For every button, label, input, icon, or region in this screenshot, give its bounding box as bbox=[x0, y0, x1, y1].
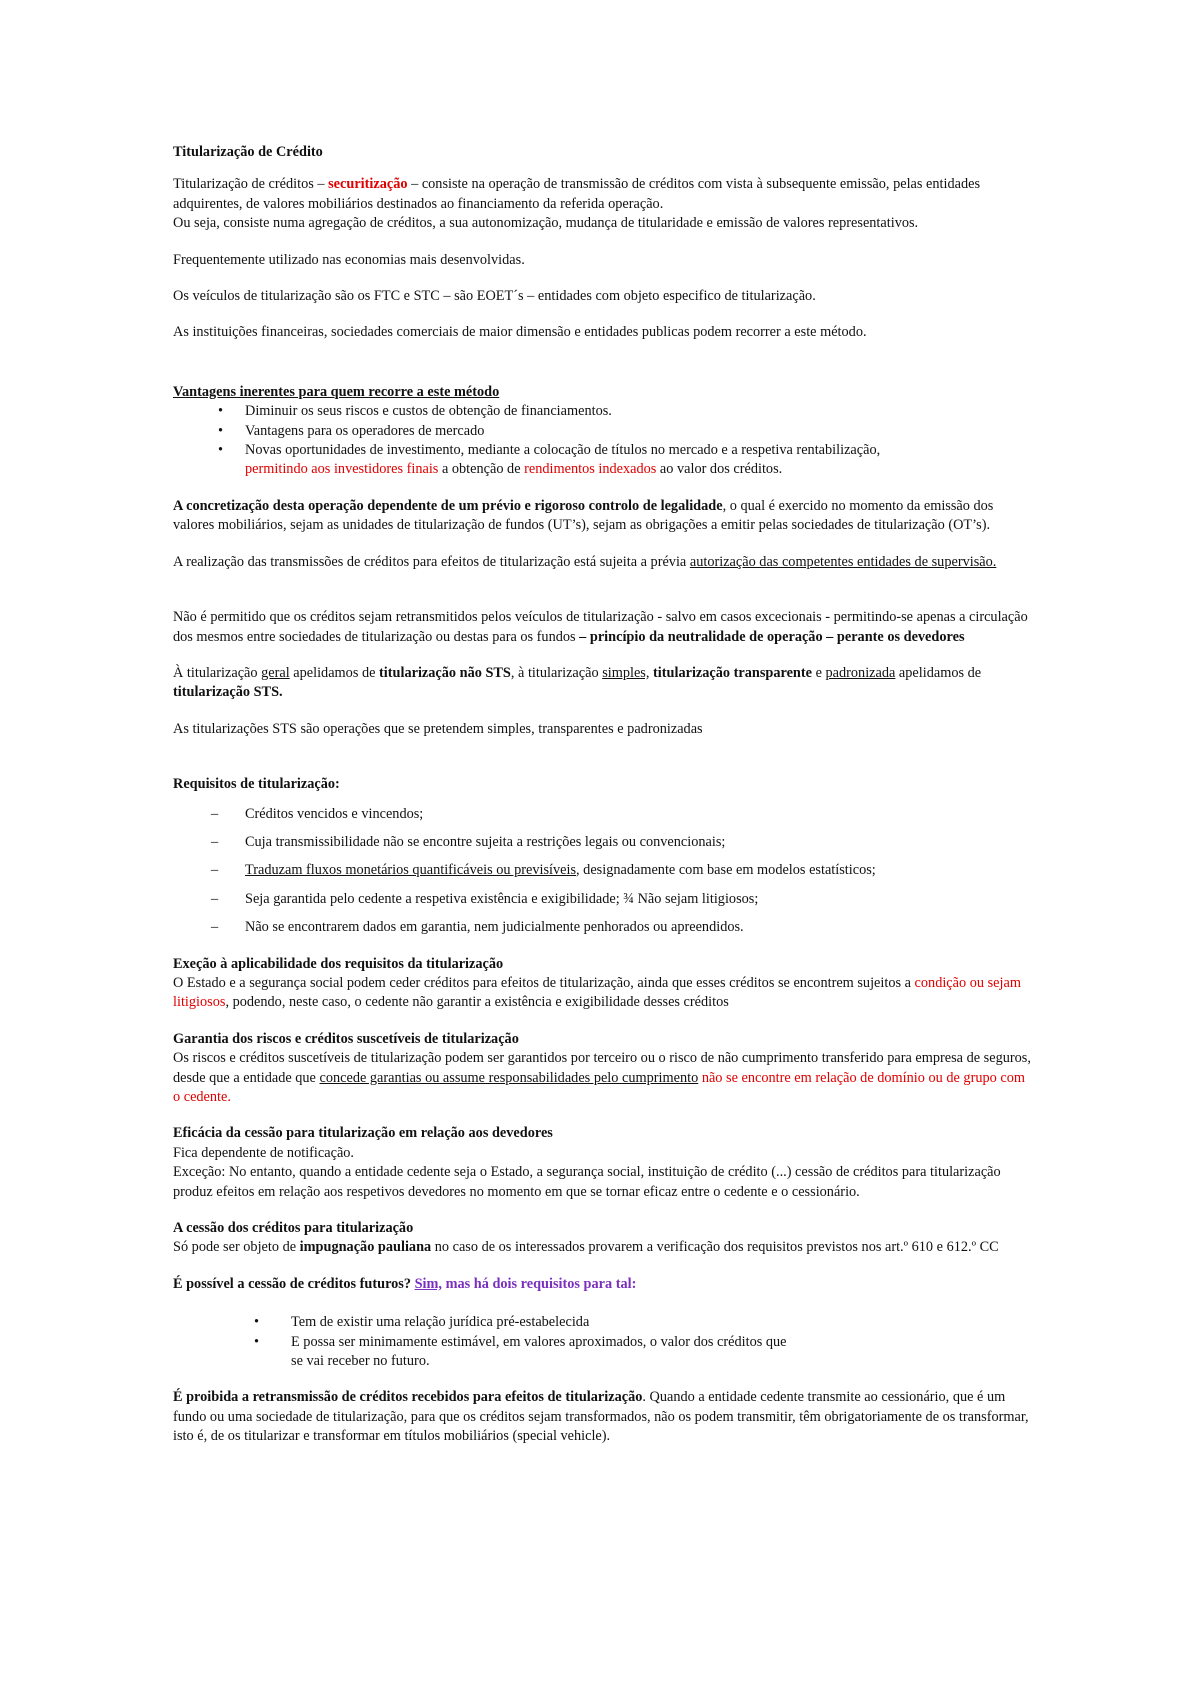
document-title: Titularização de Crédito bbox=[173, 144, 323, 160]
sim-answer: Sim, bbox=[414, 1275, 443, 1292]
sts-paragraph: À titularização geral apelidamos de titularização não STS, à titularização simples, titularização transparente e padronizada apelidamos de titularização STS. bbox=[173, 664, 982, 701]
eficacia-excecao-paragraph: Exceção: No entanto, quando a entidade cedente seja o Estado, a segurança social, instituição de crédito (...) cessão de créditos para titularização produz efeitos em relação aos respetivos devedores no momento em que se tornar eficaz entre o cedente e o cessionário. bbox=[173, 1164, 1001, 1200]
garantia-heading: Garantia dos riscos e créditos suscetíveis de titularização bbox=[173, 1030, 519, 1047]
list-item: – Cuja transmissibilidade não se encontre sujeita a restrições legais ou convencionais; bbox=[173, 833, 1034, 852]
proibida-paragraph: É proibida a retransmissão de créditos recebidos para efeitos de titularização. Quando a entidade cedente transmite ao cessionário, que é um fundo ou uma sociedade de titularização, para que os créditos sejam transformados, não os podem transmitir, têm obrigatoriamente de os transformar, isto é, de os titularizar e transformar em títulos mobiliários (special vehicle). bbox=[173, 1389, 1029, 1445]
securitizacao-term: securitização bbox=[328, 176, 408, 193]
neutralidade-paragraph: Não é permitido que os créditos sejam retransmitidos pelos veículos de titularização - salvo em casos excecionais - permitindo-se apenas a circulação dos mesmos entre sociedades de titularização ou destas para os fundos – princípio da neutralidade de operação – perante os devedores bbox=[173, 609, 1028, 645]
cessao-heading: A cessão dos créditos para titularização bbox=[173, 1220, 414, 1237]
futuros-list bbox=[173, 1313, 1034, 1371]
list-item: • Tem de existir uma relação jurídica pré-estabelecida bbox=[173, 1313, 1034, 1332]
intro-paragraph: Titularização de créditos – securitização – consiste na operação de transmissão de créditos com vista à subsequente emissão, pelas entidades adquirentes, de valores mobiliários destinados ao financiamento da referida operação. bbox=[173, 176, 981, 212]
list-item: – Seja garantida pelo cedente a respetiva existência e exigibilidade; ¾ Não sejam litigiosos; bbox=[173, 890, 1034, 909]
vehicles-paragraph: Os veículos de titularização são os FTC e STC – são EOET´s – entidades com objeto especifico de titularização. bbox=[173, 288, 816, 305]
vantagens-heading: Vantagens inerentes para quem recorre a este método bbox=[173, 383, 500, 400]
requisitos-heading: Requisitos de titularização: bbox=[173, 776, 340, 793]
list-item: • Vantagens para os operadores de mercado bbox=[173, 422, 1034, 441]
cessao-paragraph: Só pode ser objeto de impugnação pauliana no caso de os interessados provarem a verificação dos requisitos previstos nos art.º 610 e 612.º CC bbox=[173, 1239, 999, 1256]
intro-paragraph-2: Ou seja, consiste numa agregação de créditos, a sua autonomização, mudança de titularidade e emissão de valores representativos. bbox=[173, 215, 919, 232]
futuros-question: É possível a cessão de créditos futuros? Sim, mas há dois requisitos para tal: bbox=[173, 1275, 637, 1292]
excecao-heading: Exeção à aplicabilidade dos requisitos da titularização bbox=[173, 955, 504, 972]
frequency-paragraph: Frequentemente utilizado nas economias mais desenvolvidas. bbox=[173, 251, 525, 268]
list-item: – Não se encontrarem dados em garantia, nem judicialmente penhorados ou apreendidos. bbox=[173, 918, 1034, 937]
sts-definition-paragraph: As titularizações STS são operações que se pretendem simples, transparentes e padronizadas bbox=[173, 720, 703, 737]
list-item: – Créditos vencidos e vincendos; bbox=[173, 805, 1034, 824]
garantia-paragraph: Os riscos e créditos suscetíveis de titularização podem ser garantidos por terceiro ou o risco de não cumprimento transferido para empresa de seguros, desde que a entidade que concede garantias ou assume responsabilidades pelo cumprimento não se encontre em relação de domínio ou de grupo com o cedente. bbox=[173, 1050, 1031, 1105]
vantagens-list bbox=[173, 402, 1034, 480]
institutions-paragraph: As instituições financeiras, sociedades comerciais de maior dimensão e entidades publicas podem recorrer a este método. bbox=[173, 324, 867, 341]
eficacia-heading: Eficácia da cessão para titularização em relação aos devedores bbox=[173, 1125, 553, 1142]
list-item: – Traduzam fluxos monetários quantificáveis ou previsíveis, designadamente com base em modelos estatísticos; bbox=[173, 861, 1034, 880]
list-item: • Diminuir os seus riscos e custos de obtenção de financiamentos. bbox=[173, 402, 1034, 421]
eficacia-paragraph: Fica dependente de notificação. bbox=[173, 1144, 355, 1161]
concretizacao-paragraph: A concretização desta operação dependente de um prévio e rigoroso controlo de legalidade, o qual é exercido no momento da emissão dos valores mobiliários, sejam as unidades de titularização de fundos (UT’s), sejam as obrigações a emitir pelas sociedades de titularização (OT’s). bbox=[173, 497, 994, 534]
excecao-paragraph: O Estado e a segurança social podem ceder créditos para efeitos de titularização, ainda que esses créditos se encontrem sujeitos a condição ou sejam litigiosos, podendo, neste caso, o cedente não garantir a existência e exigibilidade desses créditos bbox=[173, 974, 1021, 1011]
realizacao-paragraph: A realização das transmissões de créditos para efeitos de titularização está sujeita a prévia autorização das competentes entidades de supervisão. bbox=[173, 553, 997, 570]
list-item: • E possa ser minimamente estimável, em valores aproximados, o valor dos créditos que se vai receber no futuro. bbox=[173, 1333, 1034, 1372]
requisitos-list bbox=[173, 805, 1034, 938]
list-item: • Novas oportunidades de investimento, mediante a colocação de títulos no mercado e a respetiva rentabilização, permitindo aos investidores finais a obtenção de rendimentos indexados ao valor dos créditos. bbox=[173, 441, 1034, 480]
